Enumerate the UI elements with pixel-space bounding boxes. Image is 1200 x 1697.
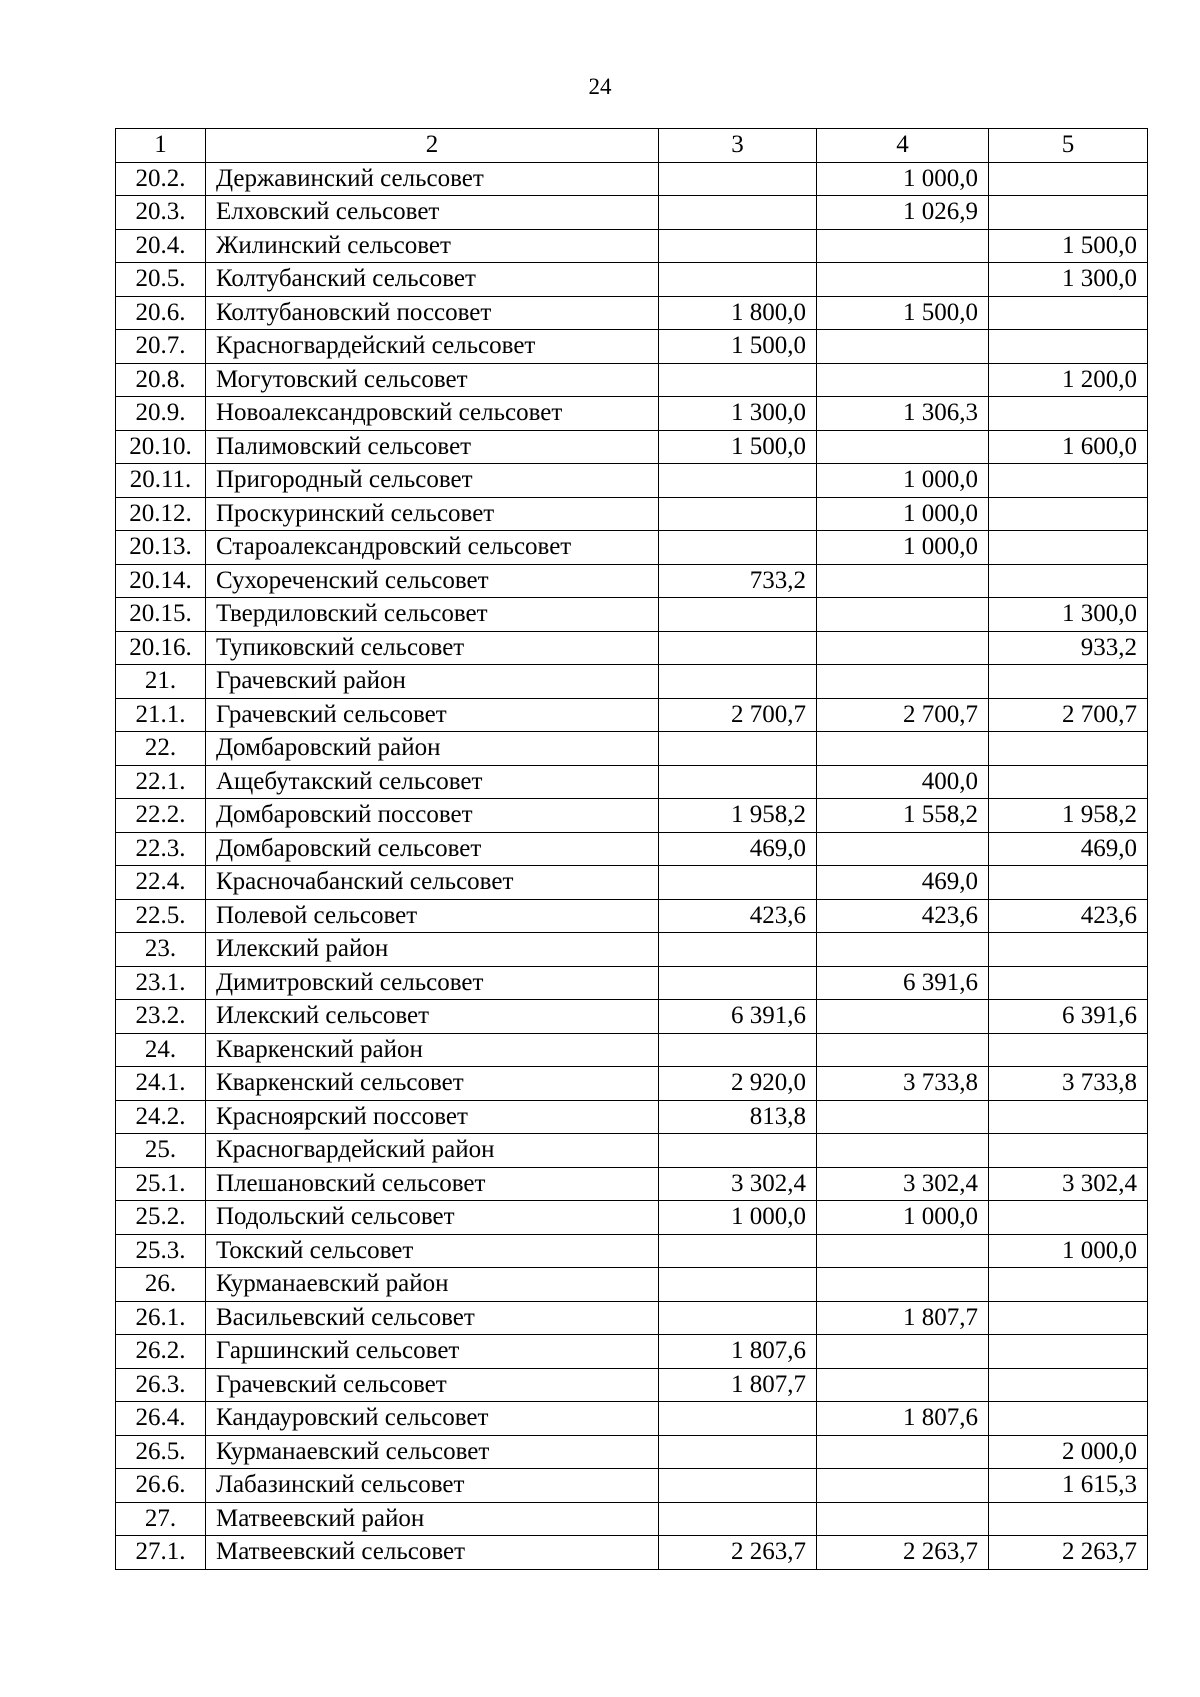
value-cell: 813,8 xyxy=(659,1100,817,1134)
row-number-cell: 20.11. xyxy=(116,464,206,498)
value-cell xyxy=(989,296,1148,330)
row-number-cell: 20.7. xyxy=(116,330,206,364)
value-cell xyxy=(659,1435,817,1469)
value-cell: 3 733,8 xyxy=(817,1067,989,1101)
table-row xyxy=(116,1368,1148,1402)
row-number-cell: 25. xyxy=(116,1134,206,1168)
row-number-cell: 20.13. xyxy=(116,531,206,565)
value-cell: 1 300,0 xyxy=(989,598,1148,632)
name-cell: Илекский район xyxy=(206,933,659,967)
value-cell: 2 920,0 xyxy=(659,1067,817,1101)
table-row xyxy=(116,430,1148,464)
value-cell xyxy=(817,363,989,397)
value-cell xyxy=(989,1368,1148,1402)
table-row xyxy=(116,1435,1148,1469)
name-cell: Домбаровский район xyxy=(206,732,659,766)
name-cell: Красноярский поссовет xyxy=(206,1100,659,1134)
name-cell: Новоалександровский сельсовет xyxy=(206,397,659,431)
name-cell: Лабазинский сельсовет xyxy=(206,1469,659,1503)
value-cell xyxy=(989,1335,1148,1369)
name-cell: Колтубанский сельсовет xyxy=(206,263,659,297)
value-cell xyxy=(817,330,989,364)
value-cell: 3 733,8 xyxy=(989,1067,1148,1101)
value-cell xyxy=(659,631,817,665)
value-cell: 423,6 xyxy=(817,899,989,933)
value-cell xyxy=(817,832,989,866)
value-cell: 469,0 xyxy=(659,832,817,866)
row-number-cell: 26. xyxy=(116,1268,206,1302)
value-cell xyxy=(817,263,989,297)
table-row xyxy=(116,698,1148,732)
row-number-cell: 26.5. xyxy=(116,1435,206,1469)
name-cell: Грачевский район xyxy=(206,665,659,699)
value-cell xyxy=(817,631,989,665)
name-cell: Елховский сельсовет xyxy=(206,196,659,230)
name-cell: Красногвардейский сельсовет xyxy=(206,330,659,364)
name-cell: Илекский сельсовет xyxy=(206,1000,659,1034)
value-cell xyxy=(659,497,817,531)
table-row xyxy=(116,1234,1148,1268)
row-number-cell: 26.4. xyxy=(116,1402,206,1436)
name-cell: Тупиковский сельсовет xyxy=(206,631,659,665)
value-cell: 933,2 xyxy=(989,631,1148,665)
row-number-cell: 22.2. xyxy=(116,799,206,833)
value-cell: 469,0 xyxy=(989,832,1148,866)
name-cell: Домбаровский сельсовет xyxy=(206,832,659,866)
row-number-cell: 20.14. xyxy=(116,564,206,598)
value-cell: 1 200,0 xyxy=(989,363,1148,397)
column-header: 1 xyxy=(116,129,206,163)
value-cell xyxy=(989,933,1148,967)
value-cell xyxy=(817,1335,989,1369)
value-cell: 6 391,6 xyxy=(659,1000,817,1034)
value-cell: 1 807,6 xyxy=(817,1402,989,1436)
table-row xyxy=(116,1536,1148,1570)
row-number-cell: 22.5. xyxy=(116,899,206,933)
name-cell: Пригородный сельсовет xyxy=(206,464,659,498)
value-cell xyxy=(817,1268,989,1302)
row-number-cell: 25.3. xyxy=(116,1234,206,1268)
value-cell xyxy=(659,363,817,397)
value-cell xyxy=(989,497,1148,531)
budget-table xyxy=(115,128,1148,1570)
row-number-cell: 25.1. xyxy=(116,1167,206,1201)
value-cell xyxy=(817,1234,989,1268)
value-cell: 1 807,7 xyxy=(817,1301,989,1335)
table-row xyxy=(116,1167,1148,1201)
name-cell: Колтубановский поссовет xyxy=(206,296,659,330)
value-cell: 1 800,0 xyxy=(659,296,817,330)
value-cell: 2 700,7 xyxy=(989,698,1148,732)
value-cell xyxy=(659,1402,817,1436)
value-cell: 733,2 xyxy=(659,564,817,598)
row-number-cell: 20.10. xyxy=(116,430,206,464)
value-cell xyxy=(817,732,989,766)
value-cell: 1 300,0 xyxy=(659,397,817,431)
row-number-cell: 21.1. xyxy=(116,698,206,732)
table-row xyxy=(116,1268,1148,1302)
value-cell: 469,0 xyxy=(817,866,989,900)
value-cell xyxy=(659,598,817,632)
value-cell xyxy=(989,1100,1148,1134)
name-cell: Палимовский сельсовет xyxy=(206,430,659,464)
row-number-cell: 20.2. xyxy=(116,162,206,196)
table-row xyxy=(116,1100,1148,1134)
row-number-cell: 21. xyxy=(116,665,206,699)
value-cell xyxy=(817,1000,989,1034)
name-cell: Матвеевский район xyxy=(206,1502,659,1536)
table-row xyxy=(116,296,1148,330)
value-cell xyxy=(989,397,1148,431)
value-cell: 1 558,2 xyxy=(817,799,989,833)
table-row xyxy=(116,196,1148,230)
value-cell: 3 302,4 xyxy=(989,1167,1148,1201)
value-cell xyxy=(989,330,1148,364)
value-cell: 1 026,9 xyxy=(817,196,989,230)
table-row xyxy=(116,397,1148,431)
value-cell xyxy=(659,1502,817,1536)
row-number-cell: 26.6. xyxy=(116,1469,206,1503)
name-cell: Димитровский сельсовет xyxy=(206,966,659,1000)
value-cell: 2 700,7 xyxy=(817,698,989,732)
value-cell xyxy=(817,1502,989,1536)
name-cell: Староалександровский сельсовет xyxy=(206,531,659,565)
value-cell: 2 263,7 xyxy=(989,1536,1148,1570)
row-number-cell: 23.1. xyxy=(116,966,206,1000)
name-cell: Сухореченский сельсовет xyxy=(206,564,659,598)
table-row xyxy=(116,631,1148,665)
value-cell: 6 391,6 xyxy=(817,966,989,1000)
name-cell: Державинский сельсовет xyxy=(206,162,659,196)
table-row xyxy=(116,497,1148,531)
table-row xyxy=(116,162,1148,196)
value-cell xyxy=(989,531,1148,565)
value-cell xyxy=(817,564,989,598)
value-cell xyxy=(817,229,989,263)
value-cell xyxy=(817,1100,989,1134)
row-number-cell: 20.6. xyxy=(116,296,206,330)
value-cell: 3 302,4 xyxy=(817,1167,989,1201)
table-row xyxy=(116,1033,1148,1067)
value-cell xyxy=(659,229,817,263)
value-cell xyxy=(659,1134,817,1168)
value-cell xyxy=(817,1469,989,1503)
value-cell: 1 500,0 xyxy=(817,296,989,330)
row-number-cell: 25.2. xyxy=(116,1201,206,1235)
value-cell xyxy=(659,765,817,799)
column-header: 3 xyxy=(659,129,817,163)
row-number-cell: 20.3. xyxy=(116,196,206,230)
value-cell xyxy=(989,665,1148,699)
value-cell: 1 000,0 xyxy=(817,1201,989,1235)
table-row xyxy=(116,799,1148,833)
value-cell xyxy=(659,1268,817,1302)
value-cell: 400,0 xyxy=(817,765,989,799)
table-row xyxy=(116,263,1148,297)
row-number-cell: 20.9. xyxy=(116,397,206,431)
row-number-cell: 24. xyxy=(116,1033,206,1067)
value-cell: 1 958,2 xyxy=(659,799,817,833)
table-row xyxy=(116,598,1148,632)
row-number-cell: 23. xyxy=(116,933,206,967)
value-cell xyxy=(817,1368,989,1402)
table-row xyxy=(116,363,1148,397)
table-row xyxy=(116,531,1148,565)
value-cell xyxy=(659,1301,817,1335)
value-cell xyxy=(817,933,989,967)
row-number-cell: 22. xyxy=(116,732,206,766)
table-row xyxy=(116,1067,1148,1101)
name-cell: Красногвардейский район xyxy=(206,1134,659,1168)
name-cell: Подольский сельсовет xyxy=(206,1201,659,1235)
column-header: 4 xyxy=(817,129,989,163)
value-cell: 1 000,0 xyxy=(817,464,989,498)
value-cell: 1 000,0 xyxy=(817,531,989,565)
value-cell: 1 500,0 xyxy=(659,430,817,464)
value-cell xyxy=(817,598,989,632)
value-cell: 2 000,0 xyxy=(989,1435,1148,1469)
name-cell: Матвеевский сельсовет xyxy=(206,1536,659,1570)
value-cell xyxy=(989,162,1148,196)
row-number-cell: 20.16. xyxy=(116,631,206,665)
name-cell: Токский сельсовет xyxy=(206,1234,659,1268)
value-cell xyxy=(659,162,817,196)
column-header: 2 xyxy=(206,129,659,163)
table-row xyxy=(116,564,1148,598)
row-number-cell: 27.1. xyxy=(116,1536,206,1570)
table-row xyxy=(116,732,1148,766)
table-body xyxy=(116,162,1148,1569)
value-cell xyxy=(659,966,817,1000)
name-cell: Ащебутакский сельсовет xyxy=(206,765,659,799)
value-cell: 1 500,0 xyxy=(659,330,817,364)
value-cell xyxy=(659,665,817,699)
table-row xyxy=(116,229,1148,263)
name-cell: Кандауровский сельсовет xyxy=(206,1402,659,1436)
name-cell: Васильевский сельсовет xyxy=(206,1301,659,1335)
name-cell: Плешановский сельсовет xyxy=(206,1167,659,1201)
row-number-cell: 22.1. xyxy=(116,765,206,799)
value-cell xyxy=(659,263,817,297)
value-cell xyxy=(659,531,817,565)
value-cell xyxy=(659,1234,817,1268)
row-number-cell: 20.5. xyxy=(116,263,206,297)
value-cell xyxy=(817,665,989,699)
value-cell xyxy=(659,1469,817,1503)
table-row xyxy=(116,866,1148,900)
name-cell: Кваркенский район xyxy=(206,1033,659,1067)
table-row xyxy=(116,665,1148,699)
value-cell xyxy=(817,1033,989,1067)
table-row xyxy=(116,832,1148,866)
name-cell: Твердиловский сельсовет xyxy=(206,598,659,632)
value-cell xyxy=(989,1033,1148,1067)
value-cell xyxy=(659,866,817,900)
row-number-cell: 20.12. xyxy=(116,497,206,531)
value-cell xyxy=(659,464,817,498)
value-cell: 423,6 xyxy=(989,899,1148,933)
table-row xyxy=(116,1502,1148,1536)
name-cell: Курманаевский сельсовет xyxy=(206,1435,659,1469)
value-cell: 1 000,0 xyxy=(659,1201,817,1235)
name-cell: Могутовский сельсовет xyxy=(206,363,659,397)
table-row xyxy=(116,1134,1148,1168)
table-row xyxy=(116,1000,1148,1034)
value-cell: 1 000,0 xyxy=(817,162,989,196)
value-cell xyxy=(989,866,1148,900)
value-cell xyxy=(989,464,1148,498)
value-cell: 1 500,0 xyxy=(989,229,1148,263)
table-row xyxy=(116,899,1148,933)
value-cell: 1 807,7 xyxy=(659,1368,817,1402)
row-number-cell: 22.4. xyxy=(116,866,206,900)
value-cell: 1 807,6 xyxy=(659,1335,817,1369)
name-cell: Жилинский сельсовет xyxy=(206,229,659,263)
value-cell: 3 302,4 xyxy=(659,1167,817,1201)
value-cell xyxy=(817,1134,989,1168)
value-cell: 1 000,0 xyxy=(817,497,989,531)
row-number-cell: 27. xyxy=(116,1502,206,1536)
table-row xyxy=(116,1201,1148,1235)
value-cell xyxy=(989,196,1148,230)
name-cell: Гаршинский сельсовет xyxy=(206,1335,659,1369)
table-row xyxy=(116,330,1148,364)
name-cell: Грачевский сельсовет xyxy=(206,698,659,732)
table-row xyxy=(116,966,1148,1000)
value-cell: 1 000,0 xyxy=(989,1234,1148,1268)
row-number-cell: 20.8. xyxy=(116,363,206,397)
name-cell: Кваркенский сельсовет xyxy=(206,1067,659,1101)
value-cell xyxy=(659,732,817,766)
value-cell xyxy=(989,732,1148,766)
row-number-cell: 26.1. xyxy=(116,1301,206,1335)
value-cell: 1 300,0 xyxy=(989,263,1148,297)
value-cell xyxy=(817,430,989,464)
row-number-cell: 22.3. xyxy=(116,832,206,866)
value-cell xyxy=(989,1502,1148,1536)
value-cell: 1 615,3 xyxy=(989,1469,1148,1503)
value-cell xyxy=(989,564,1148,598)
value-cell: 2 700,7 xyxy=(659,698,817,732)
table-row xyxy=(116,1469,1148,1503)
value-cell xyxy=(817,1435,989,1469)
name-cell: Красночабанский сельсовет xyxy=(206,866,659,900)
table-row xyxy=(116,933,1148,967)
row-number-cell: 26.3. xyxy=(116,1368,206,1402)
row-number-cell: 24.1. xyxy=(116,1067,206,1101)
name-cell: Курманаевский район xyxy=(206,1268,659,1302)
name-cell: Грачевский сельсовет xyxy=(206,1368,659,1402)
value-cell: 1 600,0 xyxy=(989,430,1148,464)
name-cell: Проскуринский сельсовет xyxy=(206,497,659,531)
value-cell xyxy=(989,1201,1148,1235)
value-cell: 1 306,3 xyxy=(817,397,989,431)
row-number-cell: 26.2. xyxy=(116,1335,206,1369)
value-cell: 423,6 xyxy=(659,899,817,933)
table-header-row xyxy=(116,129,1148,163)
table-row xyxy=(116,464,1148,498)
value-cell: 6 391,6 xyxy=(989,1000,1148,1034)
row-number-cell: 24.2. xyxy=(116,1100,206,1134)
value-cell xyxy=(659,196,817,230)
row-number-cell: 20.15. xyxy=(116,598,206,632)
value-cell: 1 958,2 xyxy=(989,799,1148,833)
value-cell xyxy=(989,1402,1148,1436)
name-cell: Домбаровский поссовет xyxy=(206,799,659,833)
page-number: 24 xyxy=(588,74,612,99)
table-row xyxy=(116,1335,1148,1369)
row-number-cell: 20.4. xyxy=(116,229,206,263)
value-cell xyxy=(989,966,1148,1000)
value-cell xyxy=(989,1134,1148,1168)
value-cell xyxy=(989,1268,1148,1302)
table-row xyxy=(116,765,1148,799)
table-row xyxy=(116,1402,1148,1436)
value-cell xyxy=(989,765,1148,799)
row-number-cell: 23.2. xyxy=(116,1000,206,1034)
value-cell xyxy=(659,933,817,967)
value-cell xyxy=(659,1033,817,1067)
column-header: 5 xyxy=(989,129,1148,163)
value-cell: 2 263,7 xyxy=(817,1536,989,1570)
value-cell xyxy=(989,1301,1148,1335)
value-cell: 2 263,7 xyxy=(659,1536,817,1570)
name-cell: Полевой сельсовет xyxy=(206,899,659,933)
table-row xyxy=(116,1301,1148,1335)
